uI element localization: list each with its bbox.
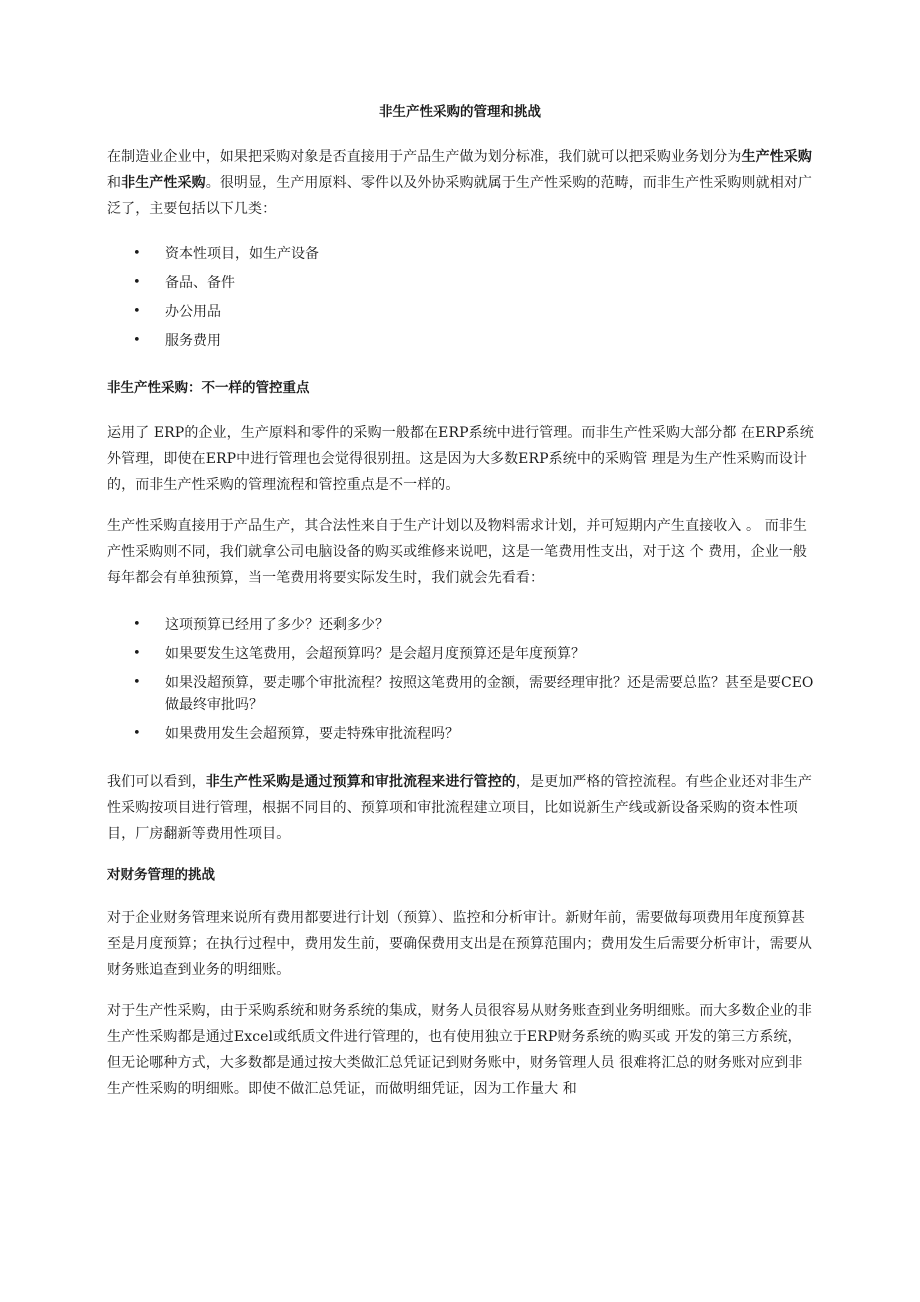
list-item: • 如果要发生这笔费用，会超预算吗？是会超月度预算还是年度预算？: [107, 643, 815, 665]
intro-paragraph: [107, 144, 815, 222]
intro-bold-production: 生产性采购: [741, 149, 812, 165]
list-item: • 备品、备件: [107, 272, 815, 294]
page-title: 非生产性采购的管理和挑战: [379, 104, 541, 120]
list-item: • 这项预算已经用了多少？还剩多少？: [107, 614, 815, 636]
list-item: • 服务费用: [107, 330, 815, 352]
control-key-sentence: 非生产性采购是通过预算和审批流程来进行管控的: [205, 774, 516, 790]
bullet-icon: •: [133, 304, 141, 319]
list-item: • 资本性项目，如生产设备: [107, 243, 815, 265]
section-heading-finance: 对财务管理的挑战: [107, 867, 215, 883]
finance-paragraph: 对于企业财务管理来说所有费用都要进行计划（预算）、监控和分析审计。新财年前，需要做每项费用年度预算甚至是月度预算；在执行过程中，费用发生前，要确保费用支出是在预算范围内；费用发生后需要分析审计，需要从财务账追查到业务的明细账。: [107, 910, 812, 978]
intro-bold-nonproduction: 非生产性采购: [121, 175, 206, 191]
intro-text-2: 和: [107, 175, 122, 191]
bullet-icon: •: [133, 333, 141, 348]
bullet-icon: •: [133, 675, 141, 690]
list-item: • 办公用品: [107, 301, 815, 323]
list-item: • 如果没超预算，要走哪个审批流程？按照这笔费用的金额，需要经理审批？还是需要总监？甚至是要CEO做最终审批吗？: [107, 672, 815, 716]
category-list: [107, 243, 815, 352]
list-item: • 如果费用发生会超预算，要走特殊审批流程吗？: [107, 723, 815, 745]
control-paragraph: 我们可以看到，非生产性采购是通过预算和审批流程来进行管控的，是更加严格的管控流程。有些企业还对非生产性采购按项目进行管理，根据不同目的、预算项和审批流程建立项目，比如说新生产线或新设备采购的资本性项目，厂房翻新等费用性项目。: [107, 774, 813, 842]
bullet-icon: •: [133, 275, 141, 290]
production-paragraph: 生产性采购直接用于产品生产，其合法性来自于生产计划以及物料需求计划，并可短期内产生直接收入 。 而非生产性采购则不同，我们就拿公司电脑设备的购买或维修来说吧，这是一笔费用性支出，对于这 个 费用，企业一般每年都会有单独预算，当一笔费用将要实际发生时，我们就会先看看：: [107, 518, 807, 586]
integration-paragraph: 对于生产性采购，由于采购系统和财务系统的集成，财务人员很容易从财务账查到业务明细账。而大多数企业的非生产性采购都是通过Excel或纸质文件进行管理的，也有使用独立于ERP财务系统的购买或 开发的第三方系统，但无论哪种方式，大多数都是通过按大类做汇总凭证记到财务账中，财务管理人员 很难将汇总的财务账对应到非生产性采购的明细账。即使不做汇总凭证，而做明细凭证，因为工作量大 和: [107, 1003, 812, 1097]
bullet-icon: •: [133, 726, 141, 741]
budget-question-list: [107, 614, 815, 745]
bullet-icon: •: [133, 617, 141, 632]
erp-paragraph: 运用了 ERP的企业，生产原料和零件的采购一般都在ERP系统中进行管理。而非生产性采购大部分都 在ERP系统外管理，即使在ERP中进行管理也会觉得很别扭。这是因为大多数ERP系统中的采购管 理是为生产性采购而设计的，而非生产性采购的管理流程和管控重点是不一样的。: [107, 425, 814, 493]
section-heading-controls: 非生产性采购：不一样的管控重点: [107, 380, 310, 396]
bullet-icon: •: [133, 646, 141, 661]
intro-text-1: 在制造业企业中，如果把采购对象是否直接用于产品生产做为划分标准，我们就可以把采购业务划分为: [107, 149, 742, 165]
intro-text-3: 。很明显，生产用原料、零件以及外协采购就属于生产性采购的范畴，而非生产性采购则就相对广泛了，主要包括以下几类：: [107, 175, 813, 217]
bullet-icon: •: [133, 246, 141, 261]
